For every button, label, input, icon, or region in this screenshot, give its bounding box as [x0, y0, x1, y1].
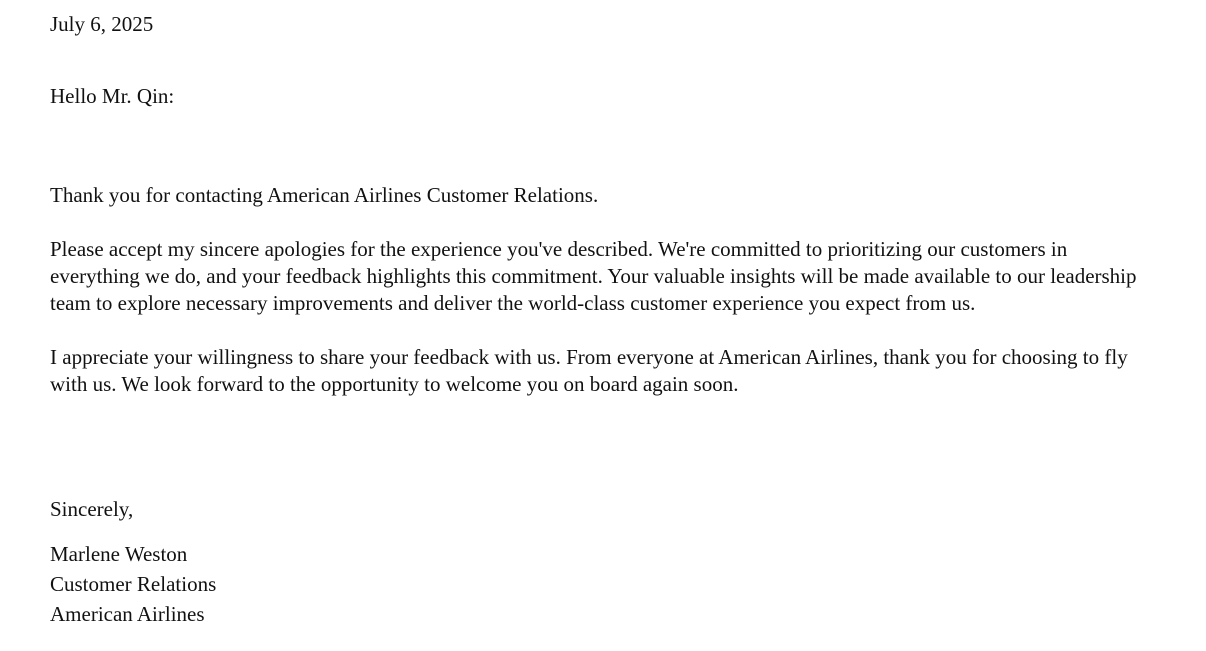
letter-date: July 6, 2025	[50, 12, 154, 36]
signature-department: Customer Relations	[50, 572, 217, 596]
signature-company: American Airlines	[50, 602, 205, 626]
letter-paragraph-1: Thank you for contacting American Airlines Customer Relations.	[50, 183, 599, 207]
letter-closing: Sincerely,	[50, 497, 134, 521]
letter-paragraph-2: Please accept my sincere apologies for the experience you've described. We're committed to prioritizing our customers in everything we do, and your feedback highlights this commitment. Your valuable insights will be made available to our leadership team to explore necessary improvements and deliver the world-class customer experience you expect from us.	[50, 237, 1137, 315]
letter-greeting: Hello Mr. Qin:	[50, 84, 175, 108]
signature-name: Marlene Weston	[50, 542, 188, 566]
letter-paragraph-3: I appreciate your willingness to share your feedback with us. From everyone at American Airlines, thank you for choosing to fly with us. We look forward to the opportunity to welcome you on board again soon.	[50, 345, 1128, 396]
